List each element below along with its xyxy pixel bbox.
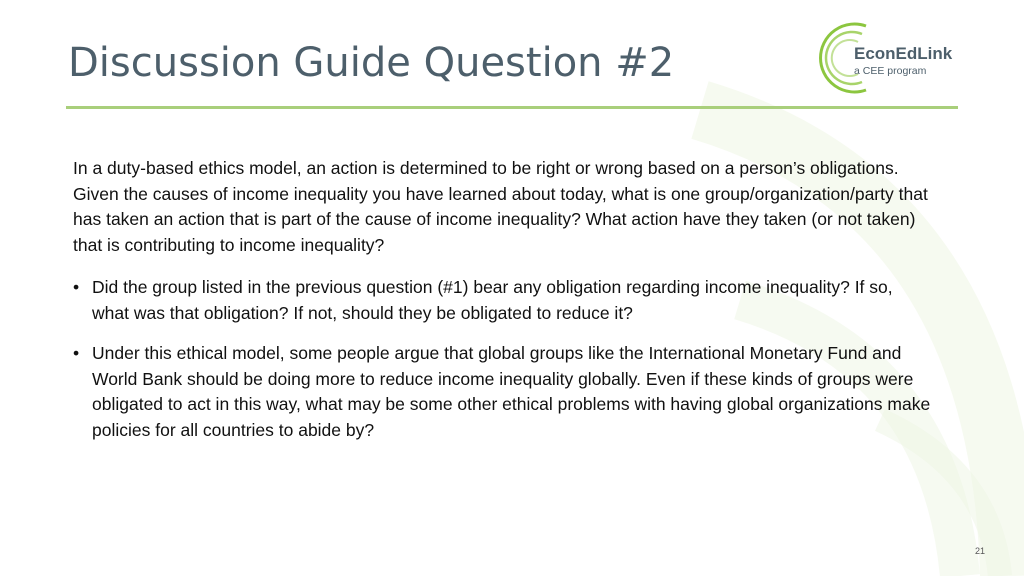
econedlink-logo [816, 20, 976, 96]
logo-name: EconEdLink [854, 44, 953, 63]
bullet-item [73, 341, 933, 443]
bullet-item [73, 275, 933, 326]
bullet-text: Did the group listed in the previous question (#1) bear any obligation regarding income inequality? If so, what was that obligation? If not, should they be obligated to reduce it? [92, 277, 893, 323]
logo-tagline: a CEE program [854, 65, 927, 77]
bullet-marker: • [73, 277, 80, 297]
title-divider [66, 106, 958, 109]
slide-body [73, 156, 933, 458]
bullet-list [73, 275, 933, 443]
bullet-text: Under this ethical model, some people argue that global groups like the International Monetary Fund and World Bank should be doing more to reduce income inequality globally. Even if these kinds of groups were obligated to act in this way, what may be some other ethical problems with having global organizations make policies for all countries to abide by? [92, 343, 931, 440]
page-number: 21 [975, 546, 986, 556]
intro-paragraph: In a duty-based ethics model, an action is determined to be right or wrong based on a person’s obligations. Given the causes of income inequality you have learned about today, what is one group/organization/party that has taken an action that is part of the cause of income inequality? What action have they taken (or not taken) that is contributing to income inequality? [73, 158, 928, 255]
bullet-marker: • [73, 343, 80, 363]
page-title: Discussion Guide Question #2 [68, 40, 675, 86]
